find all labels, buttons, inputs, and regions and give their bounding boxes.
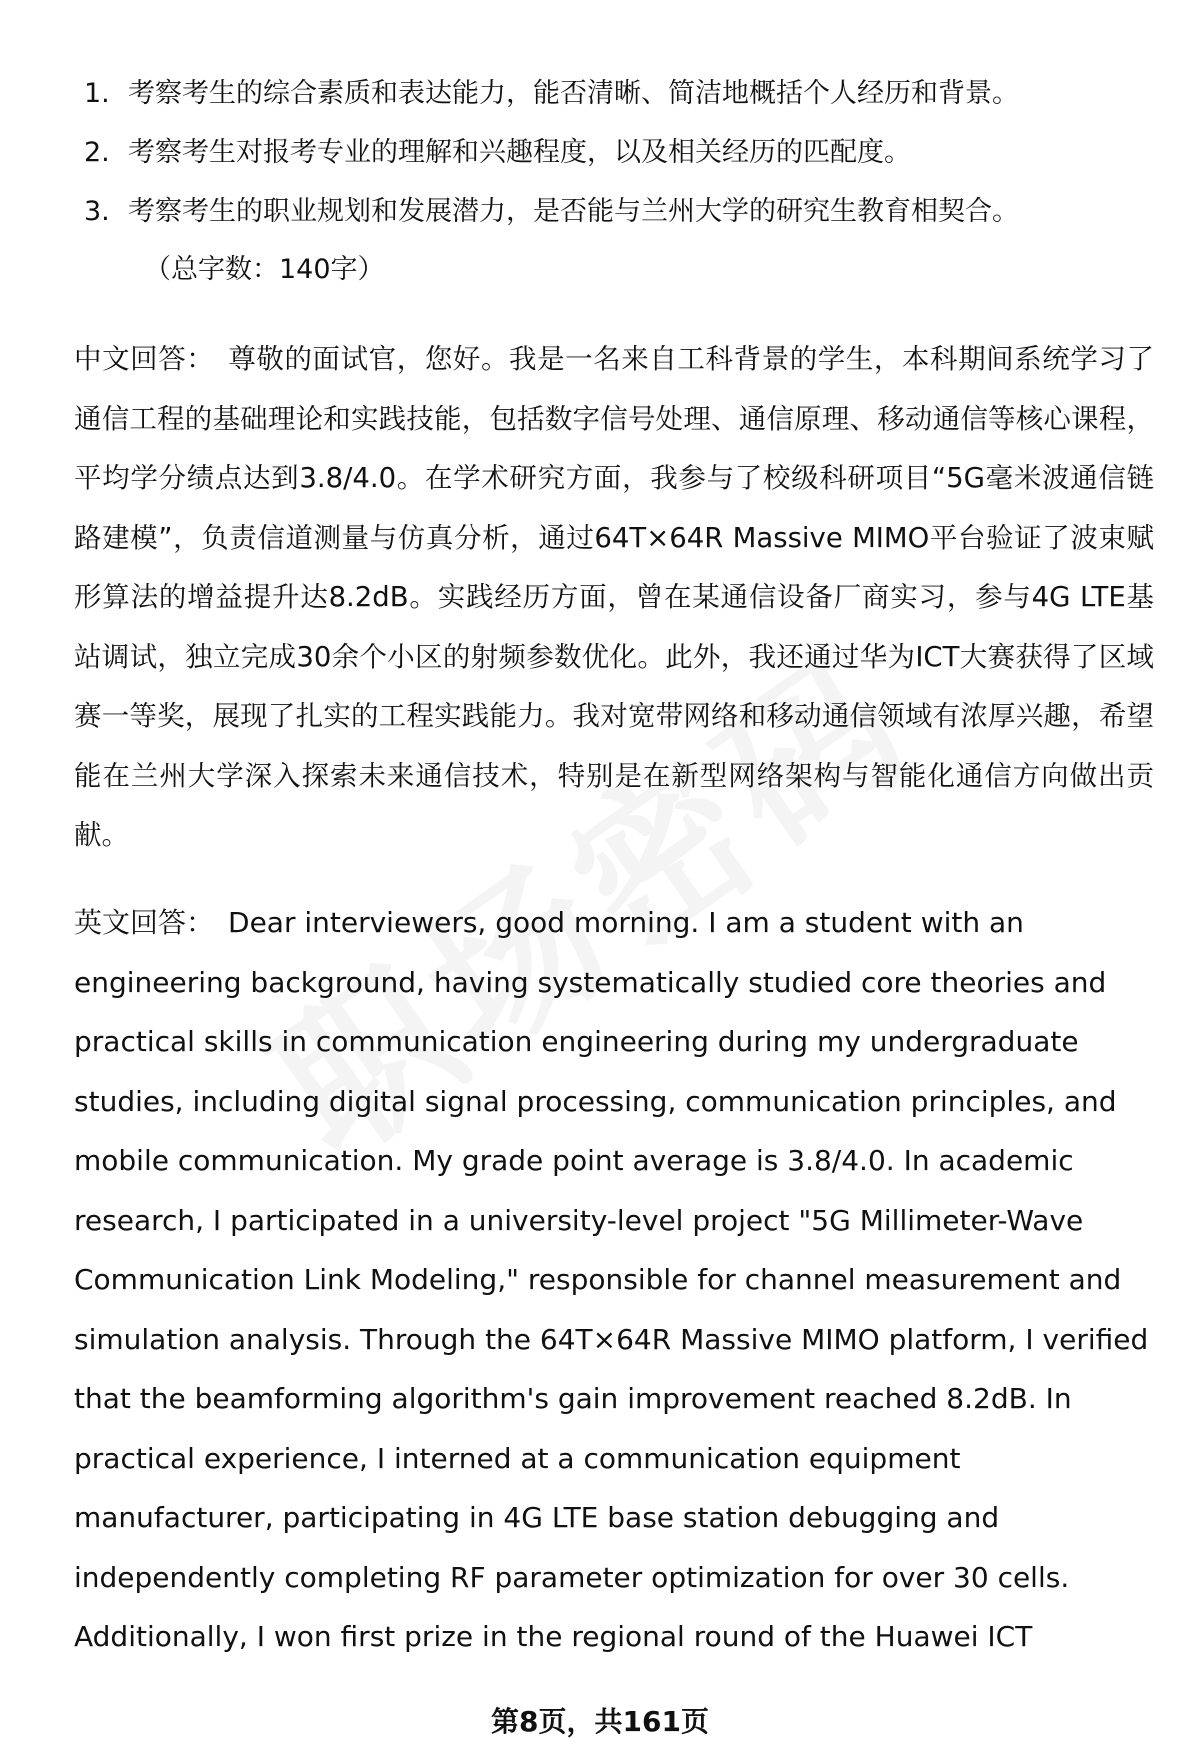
- criteria-item: [84, 123, 1144, 182]
- criteria-text: 考察考生对报考专业的理解和兴趣程度，以及相关经历的匹配度。: [128, 137, 911, 168]
- chinese-answer-text: 尊敬的面试官，您好。我是一名来自工科背景的学生，本科期间系统学习了通信工程的基础理论和实践技能，包括数字信号处理、通信原理、移动通信等核心课程，平均学分绩点达到3.8/4.0。在学术研究方面，我参与了校级科研项目“5G毫米波通信链路建模”，负责信道测量与仿真分析，通过64T×64R Massive MIMO平台验证了波束赋形算法的增益提升达8.2dB。实践经历方面，曾在某通信设备厂商实习，参与4G LTE基站调试，独立完成30余个小区的射频参数优化。此外，我还通过华为ICT大赛获得了区域赛一等奖，展现了扎实的工程实践能力。我对宽带网络和移动通信领域有浓厚兴趣，希望能在兰州大学深入探索未来通信技术，特别是在新型网络架构与智能化通信方向做出贡献。: [74, 343, 1155, 851]
- chinese-answer-label: 中文回答：: [74, 343, 215, 375]
- criteria-number: 3.: [84, 196, 110, 227]
- page-number-footer: 第8页，共161页: [491, 1705, 709, 1738]
- criteria-number: 2.: [84, 137, 110, 168]
- evaluation-criteria-list: [84, 64, 1144, 241]
- criteria-item: [84, 64, 1144, 123]
- chinese-answer-paragraph: [74, 330, 1154, 866]
- criteria-text: 考察考生的综合素质和表达能力，能否清晰、简洁地概括个人经历和背景。: [128, 78, 1019, 109]
- criteria-number: 1.: [84, 78, 110, 109]
- english-answer-paragraph: [74, 893, 1154, 1667]
- criteria-text: 考察考生的职业规划和发展潜力，是否能与兰州大学的研究生教育相契合。: [128, 196, 1019, 227]
- criteria-item: [84, 182, 1144, 241]
- english-answer-text: Dear interviewers, good morning. I am a student with an engineering background, having systematically studied core theories and practical skills in communication engineering during my undergraduate studies, including digital signal processing, communication principles, and mobile communication. My grade point average is 3.8/4.0. In academic research, I participated in a university-level project "5G Millimeter-Wave Communication Link Modeling," responsible for channel measurement and simulation analysis. Through the 64T×64R Massive MIMO platform, I verified that the beamforming algorithm's gain improvement reached 8.2dB. In practical experience, I interned at a communication equipment manufacturer, participating in 4G LTE base station debugging and independently completing RF parameter optimization for over 30 cells. Additionally, I won first prize in the regional round of the Huawei ICT: [74, 906, 1149, 1653]
- english-answer-label: 英文回答：: [74, 906, 215, 939]
- total-word-count: （总字数：140字）: [144, 254, 385, 285]
